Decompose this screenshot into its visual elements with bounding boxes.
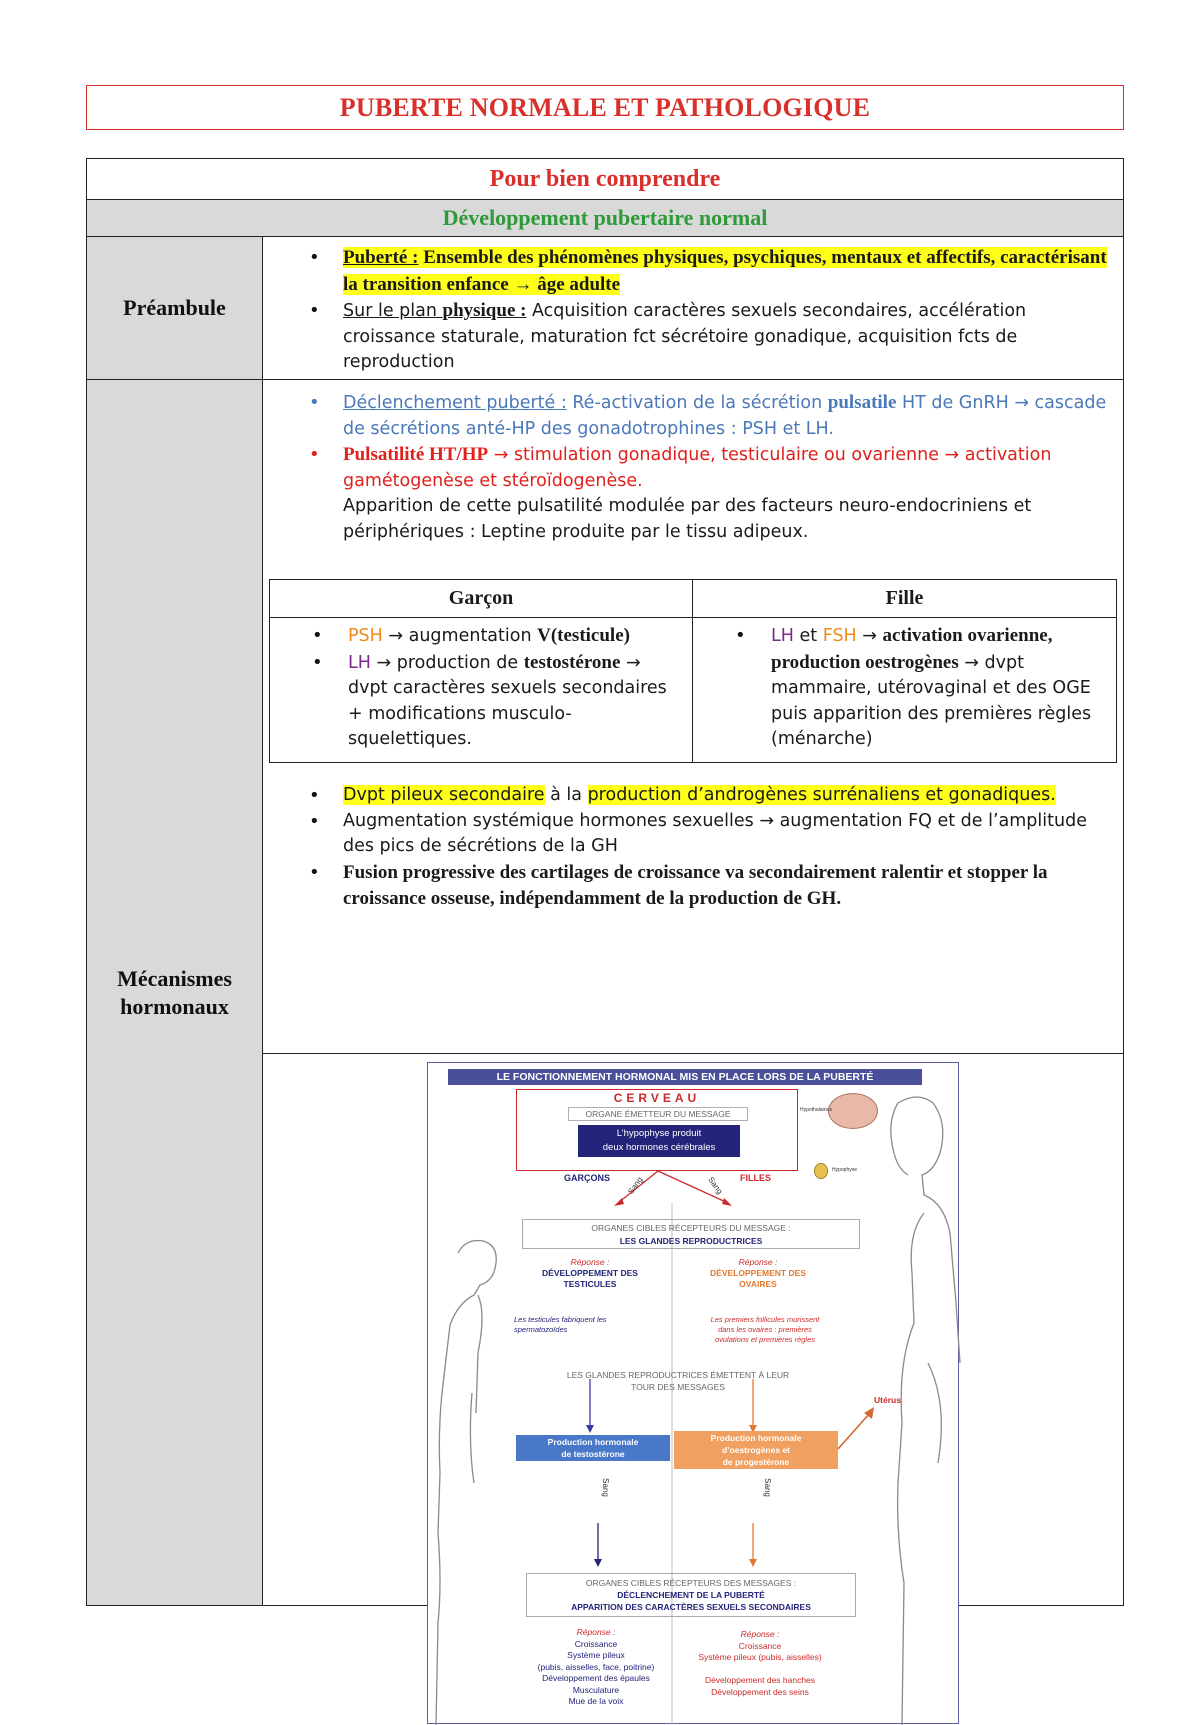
garcon-cell — [270, 618, 693, 762]
physique-text: Acquisition caractères sexuels secondaires, accélération croissance staturale, maturation fct sécrétoire gonadique, acquisition fcts de reproduction — [343, 301, 1026, 372]
prod-testo-box — [516, 1435, 670, 1461]
targets-box-1 — [522, 1219, 860, 1249]
augmentation-bullet — [263, 809, 1123, 860]
hypophyse-label: Hypophyse — [832, 1167, 857, 1173]
sang-label-girl: Sang — [763, 1478, 772, 1497]
testosterone-word: testostérone — [524, 652, 621, 673]
ovaires-text-2: dans les ovaires : premières — [690, 1325, 840, 1335]
targets-2-line-2: DÉCLENCHEMENT DE LA PUBERTÉ — [527, 1589, 855, 1601]
augmentation-text: Augmentation systémique hormones sexuelles → augmentation FQ et de l’amplitude des pics de sécrétions de la GH — [343, 811, 1087, 857]
preambule-content — [263, 245, 1123, 376]
header-section-text: Développement pubertaire normal — [443, 205, 768, 231]
boy-resp-5: Musculature — [518, 1685, 674, 1697]
row-mecanismes — [87, 380, 1123, 1605]
fille-and: et — [794, 626, 823, 646]
boy-silhouette — [436, 1241, 496, 1725]
testicules-text — [514, 1315, 607, 1335]
sang-label-right: Sang — [706, 1175, 724, 1195]
diagram-banner — [448, 1069, 922, 1085]
prod-testo-2: de testostérone — [516, 1448, 670, 1460]
page-title: PUBERTE NORMALE ET PATHOLOGIQUE — [340, 93, 870, 123]
garcon-header: Garçon — [449, 587, 513, 610]
garcon-b2-text-a: → production de — [371, 653, 524, 673]
garcons-label: GARÇONS — [564, 1173, 610, 1183]
mecanismes-label-cell — [87, 380, 263, 1605]
girl-resp-2: Système pileux (pubis, aisselles) — [678, 1652, 842, 1664]
girl-silhouette — [898, 1097, 960, 1363]
header-understand-text: Pour bien comprendre — [490, 166, 721, 193]
reponse-boy: Réponse : — [522, 1257, 658, 1268]
preambule-bullet-1 — [263, 245, 1123, 298]
prod-oestro-box — [674, 1431, 838, 1469]
row-preambule — [87, 237, 1123, 380]
garcon-fille-table — [269, 579, 1117, 763]
targets-2-line-1: ORGANES CIBLES RÉCEPTEURS DES MESSAGES : — [527, 1577, 855, 1589]
garcon-bullet-1 — [270, 623, 692, 650]
cerveau-label: CERVEAU — [516, 1091, 798, 1105]
prod-testo-1: Production hormonale — [516, 1436, 670, 1448]
pulsatilite-text: → stimulation gonadique, testiculaire ou ovarienne → activation gamétogenèse et stéroïdogenèse. — [343, 445, 1051, 491]
dev-ovaires — [690, 1257, 826, 1290]
apparition-text: Apparition de cette pulsatilité modulée par des facteurs neuro-endocriniens et périphériques : Leptine produite par le tissu adipeux. — [343, 496, 1031, 542]
reponse-girl-2: Réponse : — [678, 1629, 842, 1641]
garcon-b1-text: → augmentation — [383, 626, 537, 646]
fusion-text: Fusion progressive des cartilages de croissance va secondairement ralentir et stopper la croissance osseuse, indépendamment de la production de GH. — [343, 862, 1048, 910]
hypo-line-2: deux hormones cérébrales — [578, 1141, 740, 1155]
preambule-label: Préambule — [123, 294, 226, 322]
dev-testicules-1: DÉVELOPPEMENT DES — [522, 1268, 658, 1279]
fsh-label: FSH — [823, 626, 857, 646]
hypophyse-gland-icon — [814, 1163, 828, 1179]
declenchement-text-a: Ré-activation de la sécrétion — [567, 393, 828, 413]
targets-box-2 — [526, 1573, 856, 1617]
declenchement-text-b: HT de GnRH → cascade de sécrétions anté-HP des gonadotrophines : PSH et LH. — [343, 393, 1106, 439]
fille-text: → dvpt mammaire, utérovaginal et des OGE puis apparition des premières règles (ménarche) — [771, 653, 1091, 750]
lh-label-boy: LH — [348, 653, 371, 673]
dev-testicules-2: TESTICULES — [522, 1279, 658, 1290]
ovaires-text-3: ovulations et premières règles — [690, 1335, 840, 1345]
psh-label: PSH — [348, 626, 383, 646]
boy-resp-2: Système pileux — [518, 1650, 674, 1662]
boy-resp-1: Croissance — [518, 1639, 674, 1651]
girl-resp-4: Développement des hanches — [678, 1675, 842, 1687]
targets-2-line-3: APPARITION DES CARACTÈRES SEXUELS SECONDAIRES — [527, 1601, 855, 1613]
targets-1-line-1: ORGANES CIBLES RÉCEPTEURS DU MESSAGE : — [523, 1222, 859, 1235]
volume-testicule: V(testicule) — [537, 625, 630, 646]
figure-row — [263, 1053, 1123, 1605]
uterus-label: Utérus — [874, 1395, 901, 1405]
emitter-box — [568, 1107, 748, 1121]
glandes-1: LES GLANDES REPRODUCTRICES ÉMETTENT À LEUR — [528, 1369, 828, 1381]
declenchement-term: Déclenchement puberté : — [343, 393, 567, 413]
mecanismes-label: Mécanismes hormonaux — [100, 965, 250, 1021]
fille-header: Fille — [886, 587, 924, 610]
declenchement-bullet — [263, 390, 1123, 442]
fille-bullet-1 — [693, 623, 1116, 753]
emitter-text: ORGANE ÉMETTEUR DU MESSAGE — [586, 1109, 731, 1119]
hormonal-diagram — [427, 1062, 959, 1724]
glandes-2: TOUR DES MESSAGES — [528, 1381, 828, 1393]
girl-resp-5: Développement des seins — [678, 1687, 842, 1699]
hypophyse-box — [578, 1125, 740, 1157]
pileux-mid: à la — [545, 785, 588, 805]
dev-testicules — [522, 1257, 658, 1290]
boy-resp-4: Développement des épaules — [518, 1673, 674, 1685]
glandes-text — [528, 1369, 828, 1393]
lh-label-girl: LH — [771, 626, 794, 646]
pileux-highlight: Dvpt pileux secondaire — [343, 785, 545, 805]
puberte-definition: Ensemble des phénomènes physiques, psychiques, mentaux et affectifs, caractérisant la transition enfance → âge adulte — [343, 247, 1107, 295]
reponse-boy-2: Réponse : — [518, 1627, 674, 1639]
prod-oestro-1: Production hormonale — [674, 1432, 838, 1444]
garcon-header-cell — [270, 580, 693, 618]
girl-response — [678, 1629, 842, 1698]
dev-ovaires-1: DÉVELOPPEMENT DES — [690, 1268, 826, 1279]
main-table — [86, 158, 1124, 1606]
fille-arrow: → — [857, 626, 883, 646]
pulsatilite-term: Pulsatilité HT/HP — [343, 444, 488, 465]
preambule-bullet-2 — [263, 298, 1123, 376]
androgenes-highlight: production d’androgènes surrénaliens et gonadiques. — [588, 785, 1056, 805]
pileux-bullet — [263, 783, 1123, 809]
garcon-bullet-2 — [270, 650, 692, 753]
pulsatile-word: pulsatile — [828, 392, 897, 413]
testicules-text-2: spermatozoïdes — [514, 1325, 607, 1335]
mecanismes-details — [263, 783, 1123, 913]
testicules-text-1: Les testicules fabriquent les — [514, 1315, 607, 1325]
hypothalamus-label: Hypothalamus — [800, 1107, 832, 1113]
banner-text: LE FONCTIONNEMENT HORMONAL MIS EN PLACE LORS DE LA PUBERTÉ — [497, 1071, 874, 1083]
activation-ovarienne: activation ovarienne, production oestrogènes — [771, 625, 1052, 673]
fille-header-cell — [693, 580, 1116, 618]
garcon-b2-text-b: → dvpt caractères sexuels secondaires + modifications musculo-squelettiques. — [348, 653, 667, 750]
apparition-paragraph — [263, 494, 1123, 545]
puberte-term: Puberté : — [343, 247, 418, 268]
sang-label-boy: Sang — [601, 1478, 610, 1497]
ovaires-text — [690, 1315, 840, 1345]
physique-prefix: Sur le plan — [343, 301, 443, 321]
title-box — [86, 85, 1124, 130]
targets-1-line-2: LES GLANDES REPRODUCTRICES — [523, 1235, 859, 1248]
mecanismes-intro — [263, 390, 1123, 545]
girl-resp-3 — [678, 1664, 842, 1676]
hypo-line-1: L’hypophyse produit — [578, 1127, 740, 1141]
ovaires-text-1: Les premiers follicules murissent — [690, 1315, 840, 1325]
prod-oestro-3: de progestérone — [674, 1456, 838, 1468]
physique-term: physique : — [443, 300, 527, 321]
brain-icon — [828, 1093, 878, 1129]
preambule-label-cell — [87, 237, 263, 379]
boy-resp-3: (pubis, aisselles, face, poitrine) — [518, 1662, 674, 1674]
sang-label-left: Sang — [626, 1175, 644, 1195]
dev-ovaires-2: OVAIRES — [690, 1279, 826, 1290]
header-section — [87, 200, 1123, 237]
header-understand — [87, 159, 1123, 200]
prod-oestro-2: d’oestrogènes et — [674, 1444, 838, 1456]
boy-resp-6: Mue de la voix — [518, 1696, 674, 1708]
fusion-bullet — [263, 860, 1123, 913]
filles-label: FILLES — [740, 1173, 771, 1183]
boy-response — [518, 1627, 674, 1708]
reponse-girl: Réponse : — [690, 1257, 826, 1268]
pulsatilite-bullet — [263, 442, 1123, 494]
girl-resp-1: Croissance — [678, 1641, 842, 1653]
fille-cell — [693, 618, 1116, 762]
